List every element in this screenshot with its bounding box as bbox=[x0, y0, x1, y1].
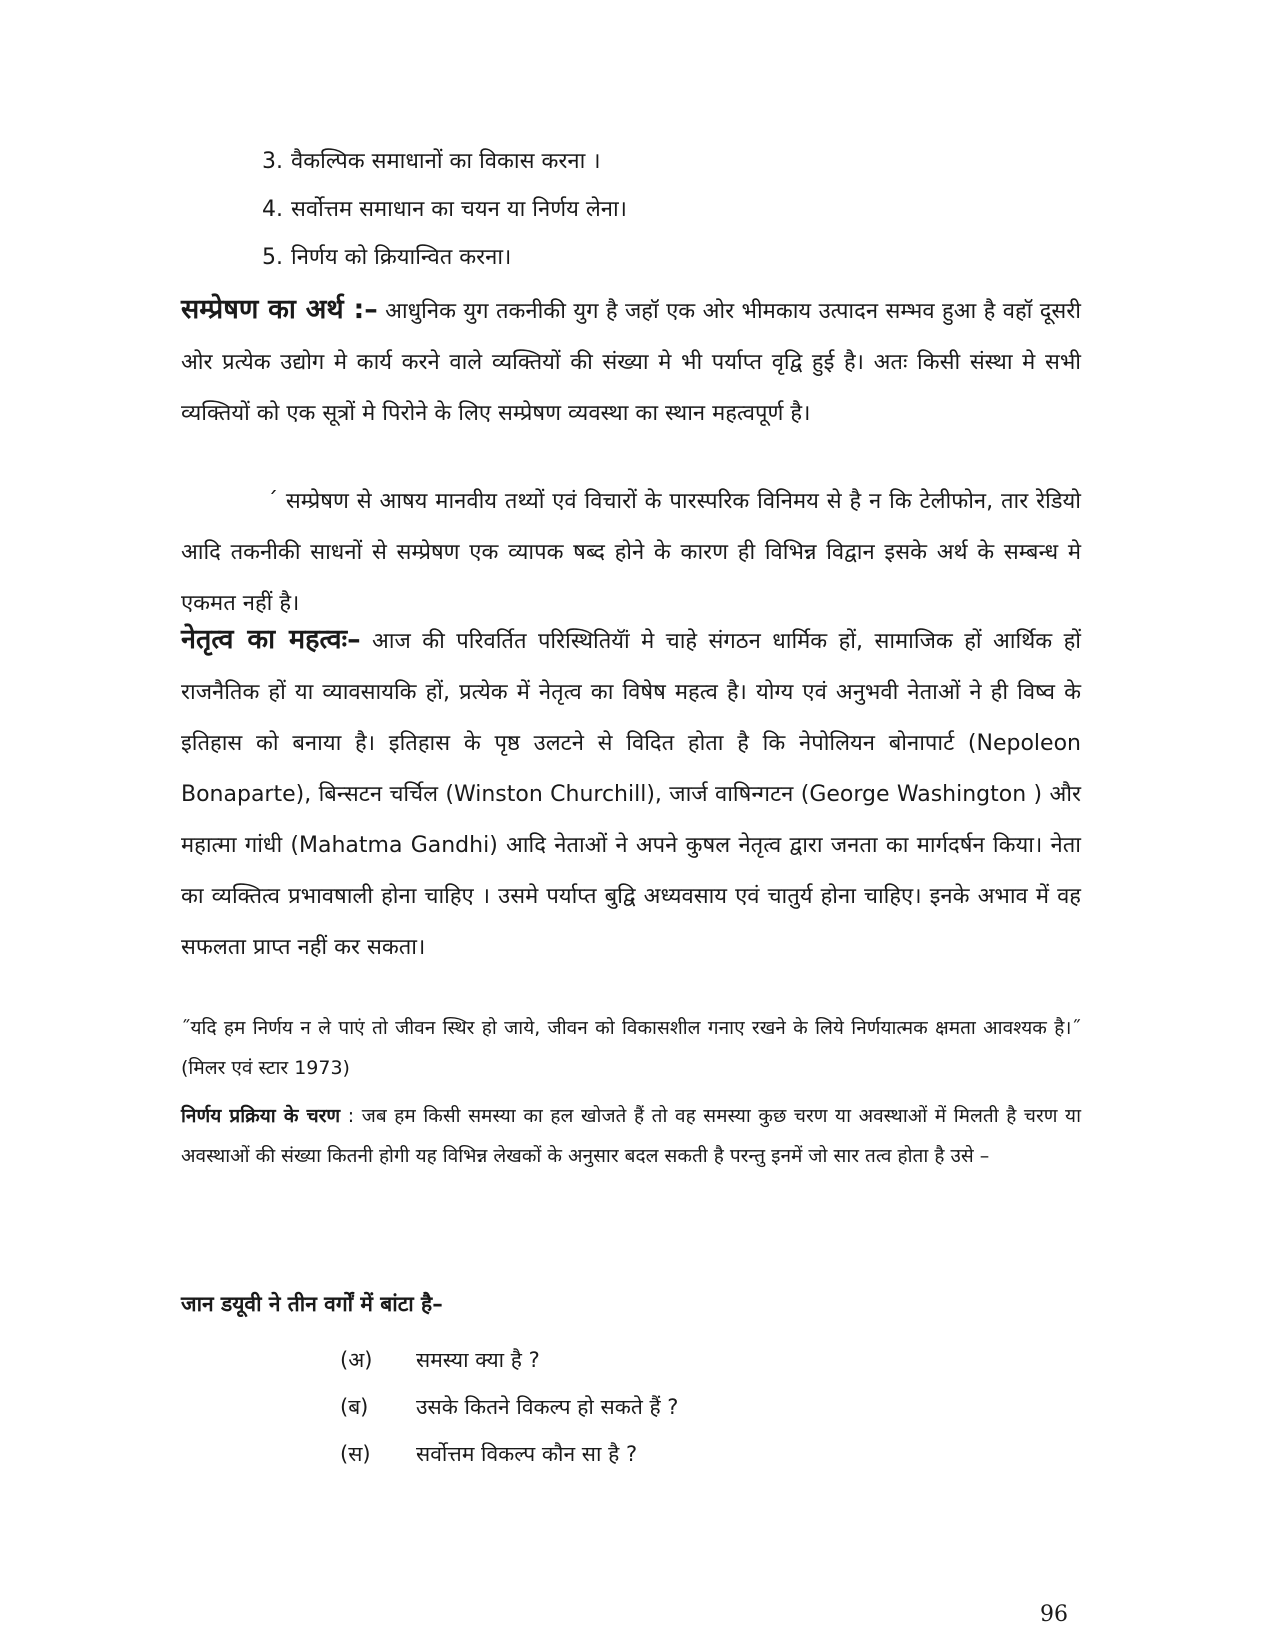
communication-body: आधुनिक युग तकनीकी युग है जहॉ एक ओर भीमकाय उत्पादन सम्भव हुआ है वहॉ दूसरी ओर प्रत्येक उद्योग मे कार्य करने वाले व्यक्तियों की संख्या मे भी पर्याप्त वृद्वि हुई है। अतः किसी संस्था मे सभी व्यक्तियों को एक सूत्रों मे पिरोने के लिए सम्प्रेषण व्यवस्था का स्थान महत्वपूर्ण है। bbox=[181, 299, 1081, 426]
step-5 bbox=[262, 243, 511, 273]
step-text: वैकल्पिक समाधानों का विकास करना । bbox=[291, 149, 601, 174]
decision-heading: निर्णय प्रक्रिया के चरण bbox=[181, 1105, 341, 1127]
decision-body: : जब हम किसी समस्या का हल खोजते हैं तो वह समस्या कुछ चरण या अवस्थाओं में मिलती है चरण या अवस्थाओं की संख्या कितनी होगी यह विभिन्न लेखकों के अनुसार बदल सकती है परन्तु इनमें जो सार तत्व होता है उसे – bbox=[181, 1105, 1081, 1167]
communication-heading: सम्प्रेषण का अर्थ :– bbox=[181, 294, 378, 325]
dewey-item-c bbox=[340, 1439, 637, 1469]
item-marker: (ब) bbox=[340, 1395, 369, 1419]
quote-paragraph bbox=[181, 1008, 1081, 1088]
dewey-heading: जान डयूवी ने तीन वर्गों में बांटा है– bbox=[181, 1292, 443, 1316]
leadership-paragraph bbox=[181, 614, 1081, 973]
step-text: सर्वोत्तम समाधान का चयन या निर्णय लेना। bbox=[291, 197, 628, 222]
dewey-item-b bbox=[340, 1392, 678, 1422]
step-number: 3. bbox=[262, 149, 283, 174]
item-marker: (स) bbox=[340, 1442, 371, 1466]
item-marker: (अ) bbox=[340, 1348, 373, 1372]
dewey-item-a bbox=[340, 1345, 540, 1375]
leadership-heading: नेतृत्व का महत्वः– bbox=[181, 624, 361, 655]
decision-paragraph bbox=[181, 1096, 1081, 1176]
item-text: समस्या क्या है ? bbox=[416, 1348, 540, 1372]
item-text: सर्वोत्तम विकल्प कौन सा है ? bbox=[416, 1442, 638, 1466]
item-text: उसके कितने विकल्प हो सकते हैं ? bbox=[416, 1395, 679, 1419]
step-4 bbox=[262, 195, 627, 225]
step-number: 4. bbox=[262, 197, 283, 222]
step-3 bbox=[262, 147, 601, 177]
communication-paragraph bbox=[181, 284, 1081, 439]
quote-text: ˝यदि हम निर्णय न ले पाएं तो जीवन स्थिर हो जाये, जीवन को विकासशील गनाए रखने के लिये निर्णयात्मक क्षमता आवश्यक है।˝ (मिलर एवं स्टार 1973) bbox=[181, 1017, 1081, 1079]
step-text: निर्णय को क्रियान्वित करना। bbox=[291, 245, 512, 270]
step-number: 5. bbox=[262, 245, 283, 270]
communication-paragraph-2 bbox=[181, 476, 1081, 629]
leadership-body: आज की परिवर्तित परिस्थितियॅां मे चाहे संगठन धार्मिक हों, सामाजिक हों आर्थिक हों राजनैतिक हों या व्यावसायकि हों, प्रत्येक में नेतृत्व का विषेष महत्व है। योग्य एवं अनुभवी नेताओं ने ही विष्व के इतिहास को बनाया है। इतिहास के पृष्ठ उलटने से विदित होता है कि नेपोलियन बोनापार्ट (Nepoleon Bonaparte), बिन्सटन चर्चिल (Winston Churchill), जार्ज वाषिन्गटन (George Washington ) और महात्मा गांधी (Mahatma Gandhi) आदि नेताओं ने अपने कुषल नेतृत्व द्वारा जनता का मार्गदर्षन किया। नेता का व्यक्तित्व प्रभावषाली होना चाहिए । उसमे पर्याप्त बुद्वि अध्यवसाय एवं चातुर्य होना चाहिए। इनके अभाव में वह सफलता प्राप्त नहीं कर सकता। bbox=[181, 629, 1081, 960]
page-number: 96 bbox=[1040, 1602, 1068, 1627]
communication-para2-text: ´ सम्प्रेषण से आषय मानवीय तथ्यों एवं विचारों के पारस्परिक विनिमय से है न कि टेलीफोन, तार रेडियो आदि तकनीकी साधनों से सम्प्रेषण एक व्यापक षब्द होने के कारण ही विभिन्न विद्वान इसके अर्थ के सम्बन्ध मे एकमत नहीं है। bbox=[181, 489, 1081, 616]
